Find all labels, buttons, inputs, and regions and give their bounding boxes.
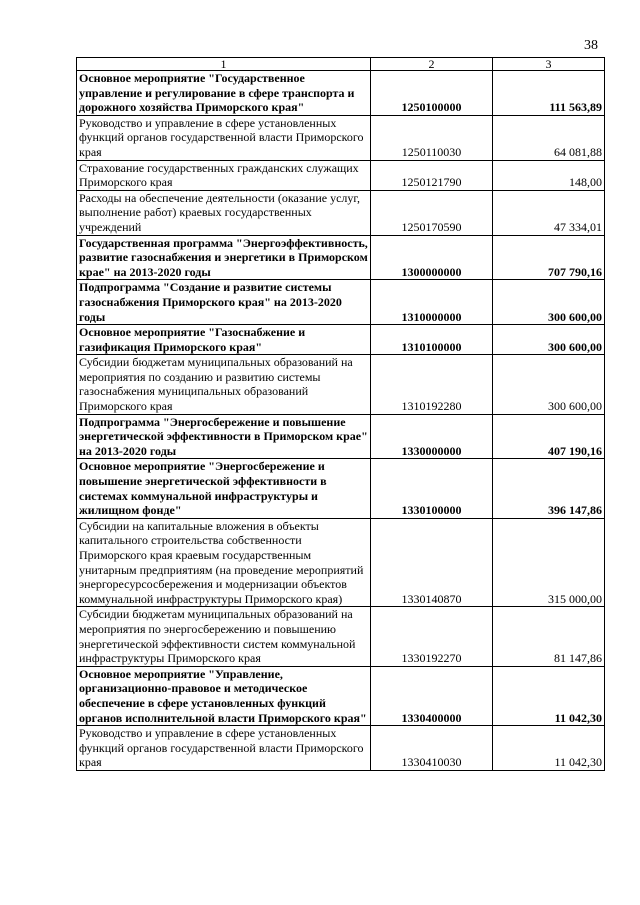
column-header-2: 2 [371, 58, 493, 71]
table-row [77, 355, 605, 414]
row-name-cell: Руководство и управление в сфере установленных функций органов государственной власти Приморского края [77, 115, 371, 160]
row-name-cell: Подпрограмма "Создание и развитие системы газоснабжения Приморского края" на 2013-2020 годы [77, 280, 371, 325]
row-amount-cell: 300 600,00 [493, 355, 605, 414]
table-row [77, 190, 605, 235]
column-header-1: 1 [77, 58, 371, 71]
table-row [77, 726, 605, 771]
row-code-cell: 1330140870 [371, 518, 493, 607]
row-code-cell: 1300000000 [371, 235, 493, 280]
row-amount-cell: 707 790,16 [493, 235, 605, 280]
page-number: 38 [584, 38, 598, 53]
row-amount-cell: 11 042,30 [493, 726, 605, 771]
row-code-cell: 1330192270 [371, 607, 493, 666]
row-amount-cell: 64 081,88 [493, 115, 605, 160]
table-header-row [77, 58, 605, 71]
row-name-cell: Основное мероприятие "Энергосбережение и повышение энергетической эффективности в системах коммунальной инфраструктуры и жилищном фонде" [77, 459, 371, 518]
row-name-cell: Подпрограмма "Энергосбережение и повышение энергетической эффективности в Приморском крае" на 2013-2020 годы [77, 414, 371, 459]
row-code-cell: 1250170590 [371, 190, 493, 235]
table-row [77, 115, 605, 160]
row-name-cell: Основное мероприятие "Государственное управление и регулирование в сфере транспорта и дорожного хозяйства Приморского края" [77, 71, 371, 116]
table-row [77, 666, 605, 725]
table-row [77, 325, 605, 355]
row-name-cell: Страхование государственных гражданских служащих Приморского края [77, 160, 371, 190]
table-body [77, 71, 605, 771]
row-amount-cell: 396 147,86 [493, 459, 605, 518]
row-code-cell: 1330000000 [371, 414, 493, 459]
column-header-3: 3 [493, 58, 605, 71]
row-code-cell: 1250121790 [371, 160, 493, 190]
row-code-cell: 1250100000 [371, 71, 493, 116]
table-row [77, 414, 605, 459]
table-row [77, 459, 605, 518]
row-amount-cell: 300 600,00 [493, 280, 605, 325]
table-row [77, 518, 605, 607]
row-amount-cell: 81 147,86 [493, 607, 605, 666]
table-row [77, 607, 605, 666]
table-row [77, 280, 605, 325]
row-name-cell: Субсидии бюджетам муниципальных образований на мероприятия по созданию и развитию системы газоснабжения муниципальных образований Приморского края [77, 355, 371, 414]
table-row [77, 71, 605, 116]
row-amount-cell: 300 600,00 [493, 325, 605, 355]
row-code-cell: 1330410030 [371, 726, 493, 771]
row-amount-cell: 148,00 [493, 160, 605, 190]
table-row [77, 160, 605, 190]
row-amount-cell: 111 563,89 [493, 71, 605, 116]
row-amount-cell: 11 042,30 [493, 666, 605, 725]
row-code-cell: 1310192280 [371, 355, 493, 414]
row-code-cell: 1310100000 [371, 325, 493, 355]
row-amount-cell: 407 190,16 [493, 414, 605, 459]
row-code-cell: 1250110030 [371, 115, 493, 160]
row-code-cell: 1330100000 [371, 459, 493, 518]
row-name-cell: Субсидии бюджетам муниципальных образований на мероприятия по энергосбережению и повышению энергетической эффективности систем коммунальной инфраструктуры Приморского края [77, 607, 371, 666]
row-name-cell: Расходы на обеспечение деятельности (оказание услуг, выполнение работ) краевых государственных учреждений [77, 190, 371, 235]
row-name-cell: Субсидии на капитальные вложения в объекты капитального строительства собственности Приморского края краевым государственным унитарным предприятиям (на проведение мероприятий энергоресурсосбережения и модернизации объектов коммунальной инфраструктуры Приморского края) [77, 518, 371, 607]
row-name-cell: Основное мероприятие "Управление, организационно-правовое и методическое обеспечение в сфере установленных функций органов исполнительной власти Приморского края" [77, 666, 371, 725]
row-name-cell: Основное мероприятие "Газоснабжение и газификация Приморского края" [77, 325, 371, 355]
budget-table [76, 57, 605, 771]
row-amount-cell: 47 334,01 [493, 190, 605, 235]
table-row [77, 235, 605, 280]
row-name-cell: Руководство и управление в сфере установленных функций органов государственной власти Приморского края [77, 726, 371, 771]
row-code-cell: 1310000000 [371, 280, 493, 325]
row-name-cell: Государственная программа "Энергоэффективность, развитие газоснабжения и энергетики в Приморском крае" на 2013-2020 годы [77, 235, 371, 280]
row-amount-cell: 315 000,00 [493, 518, 605, 607]
row-code-cell: 1330400000 [371, 666, 493, 725]
